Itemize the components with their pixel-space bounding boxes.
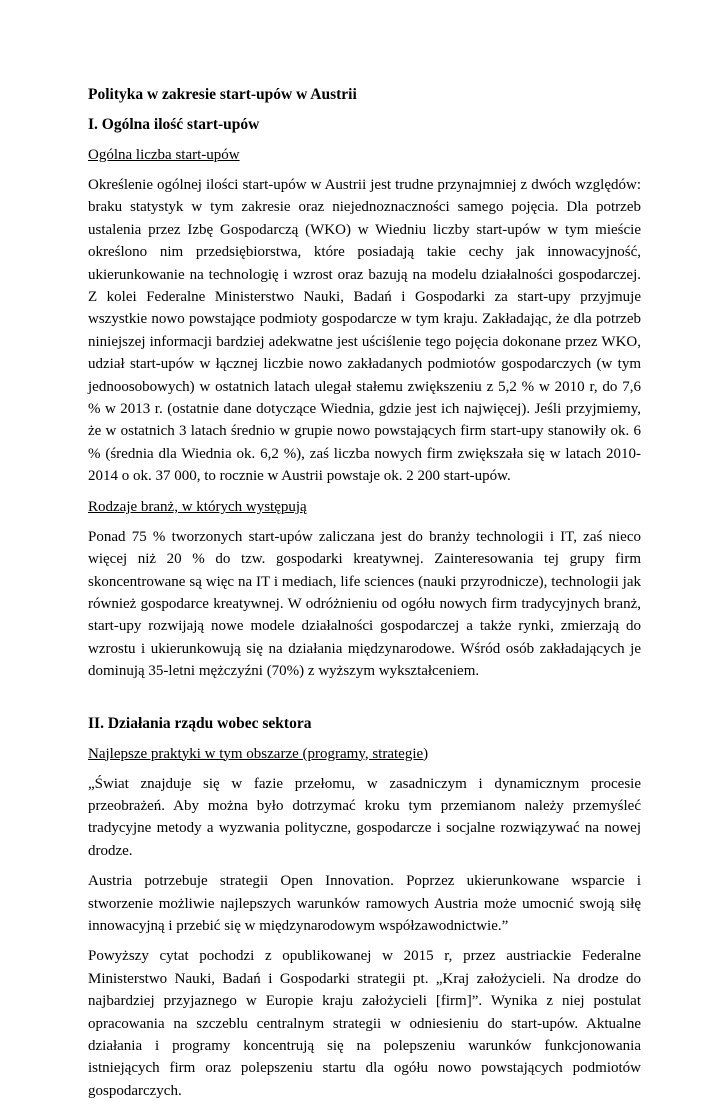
section-2-quote-paragraph-2: Austria potrzebuje strategii Open Innovation. Poprzez ukierunkowane wsparcie i stworzenie możliwie najlepszych warunków ramowych Austria może umocnić swoją siłę innowacyjną i przebić się w międzynarodowym współzawodnictwie.” — [88, 873, 641, 934]
document-page — [88, 84, 641, 1110]
section-1-heading: I. Ogólna ilość start-upów — [88, 116, 260, 133]
section-1-subheading-total: Ogólna liczba start-upów — [88, 147, 240, 163]
section-1-paragraph-industries: Ponad 75 % tworzonych start-upów zaliczana jest do branży technologii i IT, zaś nieco więcej niż 20 % do tzw. gospodarki kreatywnej. Zainteresowania tej grupy firm skoncentrowane są więc na IT i mediach, life sciences (nauki przyrodnicze), technologii jak również gospodarce kreatywnej. W odróżnieniu od ogółu nowych firm tradycyjnych branż, start-upy rozwijają nowe modele działalności gospodarczej a także rynki, zmierzają do wzrostu i ukierunkowują się na działania międzynarodowe. Wśród osób zakładających je dominują 35-letni mężczyźni (70%) z wyższym wykształceniem. — [88, 528, 641, 680]
section-1-paragraph-total: Określenie ogólnej ilości start-upów w Austrii jest trudne przynajmniej z dwóch względów: braku statystyk w tym zakresie oraz niejednoznaczności samego pojęcia. Dla potrzeb ustalenia przez Izbę Gospodarczą (WKO) w Wiedniu liczby start-upów w tym mieście określono nim przedsiębiorstwa, które posiadają takie cechy jak innowacyjność, ukierunkowanie na technologię i wzrost oraz bazują na modelu działalności gospodarczej. Z kolei Federalne Ministerstwo Nauki, Badań i Gospodarki za start-upy przyjmuje wszystkie nowo powstające podmioty gospodarcze w tym kraju. Zakładając, że dla potrzeb niniejszej informacji bardziej adekwatne jest uściślenie tego pojęcia dokonane przez WKO, udział start-upów w łącznej liczbie nowo zakładanych podmiotów gospodarczych (w tym jednoosobowych) w ostatnich latach ulegał stałemu zwiększeniu z 5,2 % w 2010 r, do 7,6 % w 2013 r. (ostatnie dane dotyczące Wiednia, gdzie jest ich najwięcej). Jeśli przyjmiemy, że w ostatnich 3 latach średnio w grupie nowo powstających firm start-upy stanowiły ok. 6 % (średnia dla Wiednia ok. 6,2 %), zaś liczba nowych firm zwiększała się w latach 2010-2014 o ok. 37 000, to rocznie w Austrii powstaje ok. 2 200 start-upów. — [88, 177, 641, 485]
section-2-quote-paragraph-1: „Świat znajduje się w fazie przełomu, w zasadniczym i dynamicznym procesie przeobrażeń. Aby można było dotrzymać kroku tym przemianom należy przemyśleć tradycyjne metody a wyzwania polityczne, gospodarcze i socjalne rozwiązywać na nowej drodze. — [88, 775, 641, 859]
section-2-paragraph-source: Powyższy cytat pochodzi z opublikowanej w 2015 r, przez austriackie Federalne Ministerstwo Nauki, Badań i Gospodarki strategii pt. „Kraj założycieli. Na drodze do najbardziej przyjaznego w Europie kraju założycieli [firm]”. Wynika z niej postulat opracowania na szczeblu centralnym strategii w odniesieniu do start-upów. Aktualne działania i programy koncentrują się na polepszeniu warunków funkcjonowania istniejących firm oraz polepszeniu startu dla ogółu nowo powstających podmiotów gospodarczych. — [88, 948, 641, 1099]
document-title: Polityka w zakresie start-upów w Austrii — [88, 86, 357, 103]
section-2-subheading-practices: Najlepsze praktyki w tym obszarze (programy, strategie) — [88, 745, 429, 762]
section-2-heading: II. Działania rządu wobec sektora — [88, 714, 312, 732]
section-1-subheading-industries: Rodzaje branż, w których występują — [88, 498, 307, 515]
section-spacer — [88, 691, 641, 713]
